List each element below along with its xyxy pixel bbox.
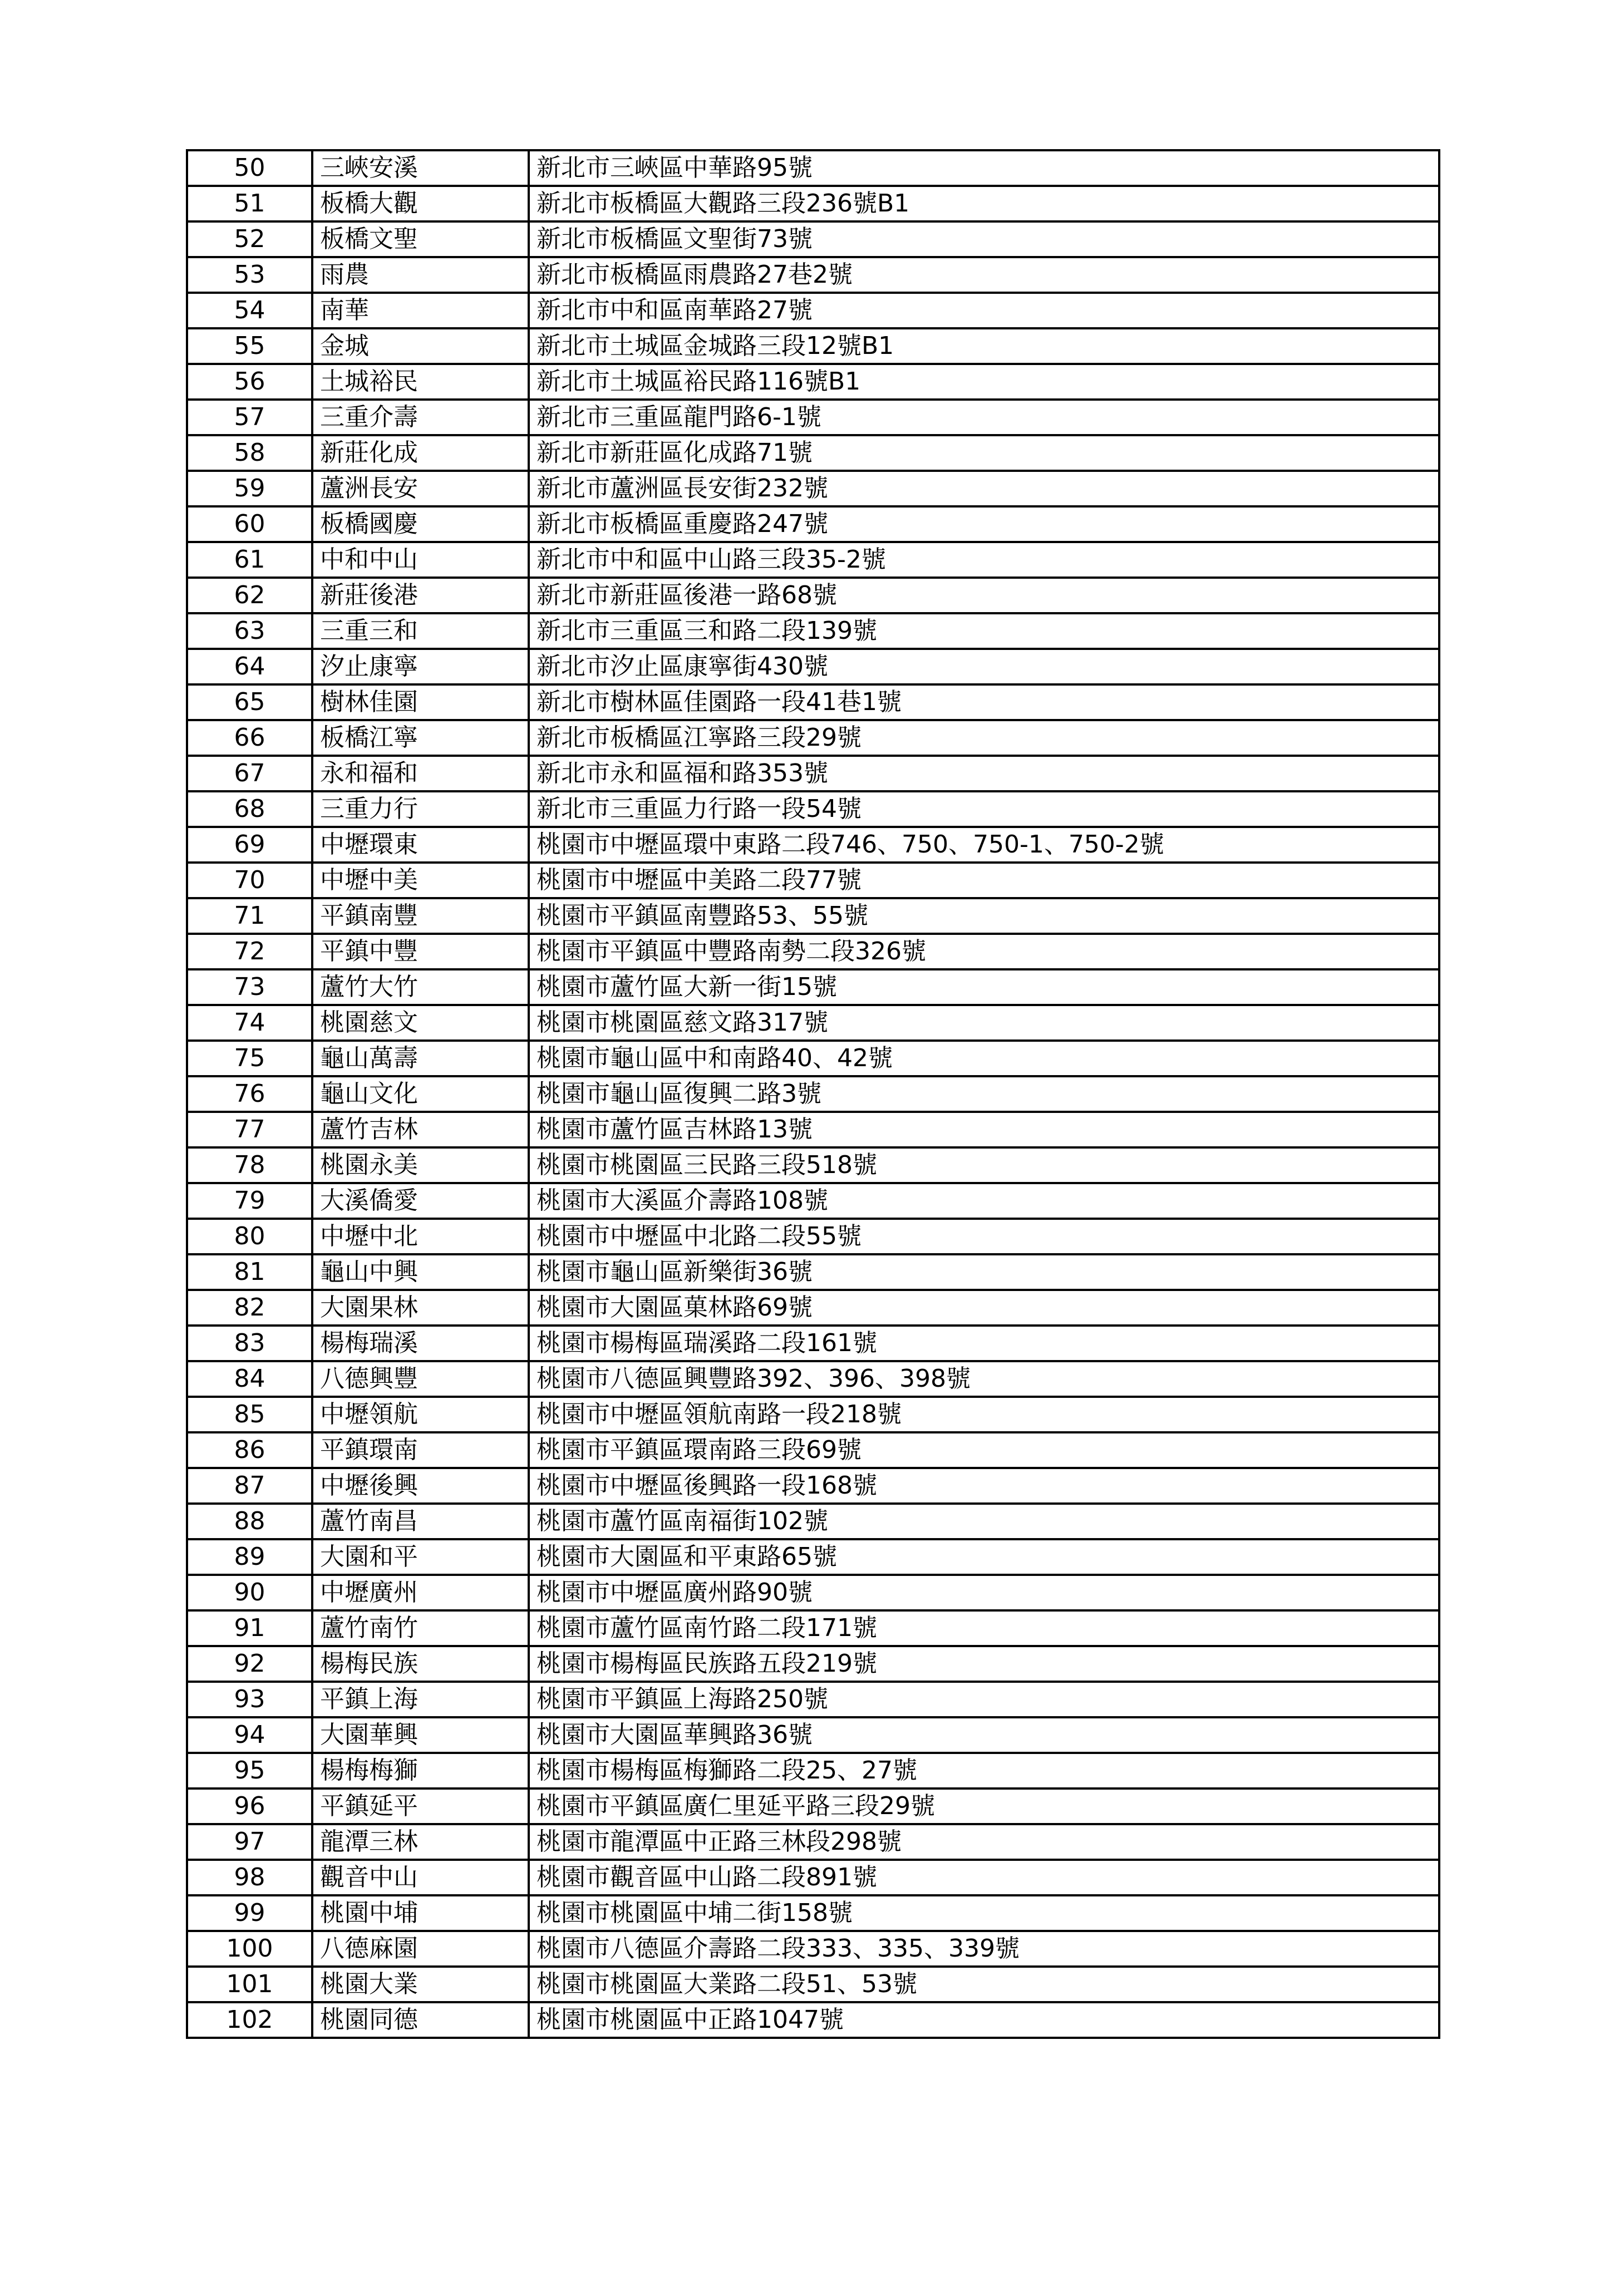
store-name-cell: 中壢中北 <box>312 1219 529 1254</box>
table-row <box>187 150 1439 186</box>
store-name-cell: 龍潭三林 <box>312 1824 529 1860</box>
row-number-cell: 70 <box>187 863 312 898</box>
store-address-cell: 桃園市平鎮區中豐路南勢二段326號 <box>529 934 1439 969</box>
store-address-cell: 桃園市桃園區三民路三段518號 <box>529 1147 1439 1183</box>
row-number-cell: 102 <box>187 2002 312 2038</box>
store-name-cell: 桃園慈文 <box>312 1005 529 1041</box>
table-row <box>187 364 1439 400</box>
store-name-cell: 金城 <box>312 328 529 364</box>
table-row <box>187 1860 1439 1895</box>
table-row <box>187 1646 1439 1682</box>
store-address-cell: 新北市汐止區康寧街430號 <box>529 649 1439 684</box>
store-name-cell: 雨農 <box>312 257 529 293</box>
row-number-cell: 60 <box>187 506 312 542</box>
table-row <box>187 1112 1439 1147</box>
store-name-cell: 樹林佳園 <box>312 684 529 720</box>
table-row <box>187 863 1439 898</box>
store-name-cell: 桃園同德 <box>312 2002 529 2038</box>
row-number-cell: 66 <box>187 720 312 756</box>
row-number-cell: 62 <box>187 578 312 613</box>
row-number-cell: 77 <box>187 1112 312 1147</box>
store-name-cell: 平鎮環南 <box>312 1432 529 1468</box>
table-row <box>187 1432 1439 1468</box>
store-name-cell: 龜山中興 <box>312 1254 529 1290</box>
store-name-cell: 中和中山 <box>312 542 529 578</box>
store-address-cell: 新北市板橋區文聖街73號 <box>529 221 1439 257</box>
store-name-cell: 三重介壽 <box>312 400 529 435</box>
store-address-cell: 新北市土城區裕民路116號B1 <box>529 364 1439 400</box>
row-number-cell: 74 <box>187 1005 312 1041</box>
table-row <box>187 756 1439 791</box>
store-name-cell: 中壢環東 <box>312 827 529 863</box>
row-number-cell: 94 <box>187 1717 312 1753</box>
store-name-cell: 土城裕民 <box>312 364 529 400</box>
store-address-cell: 桃園市中壢區領航南路一段218號 <box>529 1397 1439 1432</box>
store-address-cell: 新北市新莊區化成路71號 <box>529 435 1439 471</box>
row-number-cell: 54 <box>187 293 312 328</box>
row-number-cell: 73 <box>187 969 312 1005</box>
row-number-cell: 99 <box>187 1895 312 1931</box>
store-address-cell: 桃園市大園區菓林路69號 <box>529 1290 1439 1326</box>
store-name-cell: 中壢領航 <box>312 1397 529 1432</box>
row-number-cell: 90 <box>187 1575 312 1610</box>
store-address-cell: 新北市樹林區佳園路一段41巷1號 <box>529 684 1439 720</box>
table-row <box>187 1041 1439 1076</box>
row-number-cell: 50 <box>187 150 312 186</box>
row-number-cell: 100 <box>187 1931 312 1967</box>
table-row <box>187 1076 1439 1112</box>
store-address-cell: 新北市三重區龍門路6-1號 <box>529 400 1439 435</box>
store-address-cell: 桃園市桃園區中埔二街158號 <box>529 1895 1439 1931</box>
table-row <box>187 613 1439 649</box>
table-row <box>187 684 1439 720</box>
store-address-cell: 桃園市中壢區中美路二段77號 <box>529 863 1439 898</box>
store-address-cell: 桃園市大園區華興路36號 <box>529 1717 1439 1753</box>
table-row <box>187 328 1439 364</box>
table-row <box>187 506 1439 542</box>
store-address-cell: 新北市板橋區江寧路三段29號 <box>529 720 1439 756</box>
store-address-cell: 桃園市龜山區中和南路40、42號 <box>529 1041 1439 1076</box>
store-address-cell: 桃園市平鎮區廣仁里延平路三段29號 <box>529 1788 1439 1824</box>
table-row <box>187 1504 1439 1539</box>
store-address-cell: 新北市三重區力行路一段54號 <box>529 791 1439 827</box>
store-name-cell: 南華 <box>312 293 529 328</box>
store-address-cell: 新北市蘆洲區長安街232號 <box>529 471 1439 506</box>
row-number-cell: 67 <box>187 756 312 791</box>
table-row <box>187 1219 1439 1254</box>
table-row <box>187 1682 1439 1717</box>
store-name-cell: 永和福和 <box>312 756 529 791</box>
store-address-cell: 桃園市桃園區慈文路317號 <box>529 1005 1439 1041</box>
table-body <box>187 150 1439 2038</box>
store-address-cell: 桃園市楊梅區梅獅路二段25、27號 <box>529 1753 1439 1788</box>
store-name-cell: 楊梅瑞溪 <box>312 1326 529 1361</box>
row-number-cell: 56 <box>187 364 312 400</box>
store-name-cell: 中壢中美 <box>312 863 529 898</box>
store-name-cell: 桃園中埔 <box>312 1895 529 1931</box>
row-number-cell: 82 <box>187 1290 312 1326</box>
row-number-cell: 87 <box>187 1468 312 1504</box>
store-address-cell: 桃園市平鎮區南豐路53、55號 <box>529 898 1439 934</box>
store-address-cell: 桃園市平鎮區環南路三段69號 <box>529 1432 1439 1468</box>
store-address-cell: 桃園市蘆竹區大新一街15號 <box>529 969 1439 1005</box>
row-number-cell: 76 <box>187 1076 312 1112</box>
store-name-cell: 蘆竹大竹 <box>312 969 529 1005</box>
store-address-cell: 桃園市中壢區廣州路90號 <box>529 1575 1439 1610</box>
table-row <box>187 1361 1439 1397</box>
store-name-cell: 桃園永美 <box>312 1147 529 1183</box>
table-row <box>187 293 1439 328</box>
table-row <box>187 221 1439 257</box>
store-address-cell: 桃園市平鎮區上海路250號 <box>529 1682 1439 1717</box>
row-number-cell: 64 <box>187 649 312 684</box>
row-number-cell: 98 <box>187 1860 312 1895</box>
store-name-cell: 三重力行 <box>312 791 529 827</box>
store-name-cell: 龜山文化 <box>312 1076 529 1112</box>
table-row <box>187 1931 1439 1967</box>
store-address-cell: 桃園市龍潭區中正路三林段298號 <box>529 1824 1439 1860</box>
store-name-cell: 板橋國慶 <box>312 506 529 542</box>
table-row <box>187 257 1439 293</box>
store-name-cell: 蘆竹吉林 <box>312 1112 529 1147</box>
table-row <box>187 1290 1439 1326</box>
row-number-cell: 55 <box>187 328 312 364</box>
row-number-cell: 80 <box>187 1219 312 1254</box>
store-address-cell: 新北市永和區福和路353號 <box>529 756 1439 791</box>
table-row <box>187 1788 1439 1824</box>
store-name-cell: 三峽安溪 <box>312 150 529 186</box>
store-name-cell: 蘆洲長安 <box>312 471 529 506</box>
store-name-cell: 新莊後港 <box>312 578 529 613</box>
table-row <box>187 969 1439 1005</box>
table-row <box>187 435 1439 471</box>
row-number-cell: 97 <box>187 1824 312 1860</box>
table-row <box>187 791 1439 827</box>
store-name-cell: 平鎮中豐 <box>312 934 529 969</box>
store-name-cell: 大溪僑愛 <box>312 1183 529 1219</box>
store-name-cell: 大園和平 <box>312 1539 529 1575</box>
row-number-cell: 86 <box>187 1432 312 1468</box>
row-number-cell: 51 <box>187 186 312 221</box>
store-name-cell: 大園華興 <box>312 1717 529 1753</box>
table-row <box>187 1326 1439 1361</box>
table-row <box>187 1183 1439 1219</box>
table-row <box>187 1147 1439 1183</box>
store-address-cell: 桃園市龜山區新樂街36號 <box>529 1254 1439 1290</box>
table-row <box>187 1895 1439 1931</box>
table-row <box>187 898 1439 934</box>
table-row <box>187 2002 1439 2038</box>
store-address-cell: 新北市板橋區重慶路247號 <box>529 506 1439 542</box>
store-name-cell: 板橋文聖 <box>312 221 529 257</box>
store-address-cell: 桃園市桃園區中正路1047號 <box>529 2002 1439 2038</box>
row-number-cell: 84 <box>187 1361 312 1397</box>
table-row <box>187 1824 1439 1860</box>
table-row <box>187 1254 1439 1290</box>
store-address-cell: 桃園市大園區和平東路65號 <box>529 1539 1439 1575</box>
store-name-cell: 三重三和 <box>312 613 529 649</box>
store-name-cell: 中壢廣州 <box>312 1575 529 1610</box>
row-number-cell: 78 <box>187 1147 312 1183</box>
store-address-cell: 桃園市中壢區後興路一段168號 <box>529 1468 1439 1504</box>
store-name-cell: 大園果林 <box>312 1290 529 1326</box>
table-row <box>187 720 1439 756</box>
store-address-cell: 新北市新莊區後港一路68號 <box>529 578 1439 613</box>
store-name-cell: 板橋江寧 <box>312 720 529 756</box>
table-row <box>187 1397 1439 1432</box>
row-number-cell: 68 <box>187 791 312 827</box>
store-address-cell: 新北市中和區中山路三段35-2號 <box>529 542 1439 578</box>
store-address-cell: 新北市板橋區雨農路27巷2號 <box>529 257 1439 293</box>
table-row <box>187 1717 1439 1753</box>
store-name-cell: 新莊化成 <box>312 435 529 471</box>
table-row <box>187 1468 1439 1504</box>
table-row <box>187 1753 1439 1788</box>
row-number-cell: 79 <box>187 1183 312 1219</box>
table-row <box>187 934 1439 969</box>
row-number-cell: 93 <box>187 1682 312 1717</box>
row-number-cell: 101 <box>187 1967 312 2002</box>
store-name-cell: 蘆竹南昌 <box>312 1504 529 1539</box>
table-row <box>187 542 1439 578</box>
store-address-cell: 新北市板橋區大觀路三段236號B1 <box>529 186 1439 221</box>
store-name-cell: 中壢後興 <box>312 1468 529 1504</box>
table-row <box>187 1575 1439 1610</box>
store-address-cell: 桃園市桃園區大業路二段51、53號 <box>529 1967 1439 2002</box>
row-number-cell: 61 <box>187 542 312 578</box>
store-address-cell: 桃園市楊梅區瑞溪路二段161號 <box>529 1326 1439 1361</box>
row-number-cell: 95 <box>187 1753 312 1788</box>
table-row <box>187 1005 1439 1041</box>
table-row <box>187 1539 1439 1575</box>
store-address-cell: 新北市土城區金城路三段12號B1 <box>529 328 1439 364</box>
row-number-cell: 88 <box>187 1504 312 1539</box>
store-address-cell: 桃園市中壢區環中東路二段746、750、750-1、750-2號 <box>529 827 1439 863</box>
store-name-cell: 八德麻園 <box>312 1931 529 1967</box>
row-number-cell: 57 <box>187 400 312 435</box>
row-number-cell: 89 <box>187 1539 312 1575</box>
row-number-cell: 69 <box>187 827 312 863</box>
store-address-cell: 桃園市觀音區中山路二段891號 <box>529 1860 1439 1895</box>
table-row <box>187 827 1439 863</box>
row-number-cell: 52 <box>187 221 312 257</box>
store-address-cell: 桃園市蘆竹區吉林路13號 <box>529 1112 1439 1147</box>
table-row <box>187 186 1439 221</box>
store-name-cell: 平鎮上海 <box>312 1682 529 1717</box>
table-row <box>187 400 1439 435</box>
row-number-cell: 96 <box>187 1788 312 1824</box>
row-number-cell: 72 <box>187 934 312 969</box>
store-name-cell: 蘆竹南竹 <box>312 1610 529 1646</box>
row-number-cell: 71 <box>187 898 312 934</box>
row-number-cell: 92 <box>187 1646 312 1682</box>
store-address-table <box>186 149 1440 2039</box>
row-number-cell: 58 <box>187 435 312 471</box>
row-number-cell: 81 <box>187 1254 312 1290</box>
row-number-cell: 59 <box>187 471 312 506</box>
store-address-cell: 桃園市龜山區復興二路3號 <box>529 1076 1439 1112</box>
table-row <box>187 1967 1439 2002</box>
row-number-cell: 65 <box>187 684 312 720</box>
row-number-cell: 83 <box>187 1326 312 1361</box>
store-name-cell: 板橋大觀 <box>312 186 529 221</box>
store-address-cell: 桃園市八德區介壽路二段333、335、339號 <box>529 1931 1439 1967</box>
store-name-cell: 楊梅梅獅 <box>312 1753 529 1788</box>
row-number-cell: 75 <box>187 1041 312 1076</box>
store-name-cell: 龜山萬壽 <box>312 1041 529 1076</box>
store-name-cell: 八德興豐 <box>312 1361 529 1397</box>
store-address-cell: 桃園市中壢區中北路二段55號 <box>529 1219 1439 1254</box>
table-row <box>187 1610 1439 1646</box>
store-address-cell: 桃園市大溪區介壽路108號 <box>529 1183 1439 1219</box>
store-name-cell: 平鎮南豐 <box>312 898 529 934</box>
store-address-cell: 新北市中和區南華路27號 <box>529 293 1439 328</box>
store-name-cell: 汐止康寧 <box>312 649 529 684</box>
store-address-cell: 新北市三峽區中華路95號 <box>529 150 1439 186</box>
store-address-cell: 桃園市楊梅區民族路五段219號 <box>529 1646 1439 1682</box>
row-number-cell: 63 <box>187 613 312 649</box>
store-name-cell: 桃園大業 <box>312 1967 529 2002</box>
row-number-cell: 91 <box>187 1610 312 1646</box>
store-name-cell: 觀音中山 <box>312 1860 529 1895</box>
table-row <box>187 471 1439 506</box>
row-number-cell: 85 <box>187 1397 312 1432</box>
row-number-cell: 53 <box>187 257 312 293</box>
store-name-cell: 楊梅民族 <box>312 1646 529 1682</box>
store-address-cell: 桃園市蘆竹區南竹路二段171號 <box>529 1610 1439 1646</box>
store-name-cell: 平鎮延平 <box>312 1788 529 1824</box>
store-address-cell: 桃園市蘆竹區南福街102號 <box>529 1504 1439 1539</box>
table-row <box>187 649 1439 684</box>
table-row <box>187 578 1439 613</box>
store-address-cell: 新北市三重區三和路二段139號 <box>529 613 1439 649</box>
store-address-cell: 桃園市八德區興豐路392、396、398號 <box>529 1361 1439 1397</box>
